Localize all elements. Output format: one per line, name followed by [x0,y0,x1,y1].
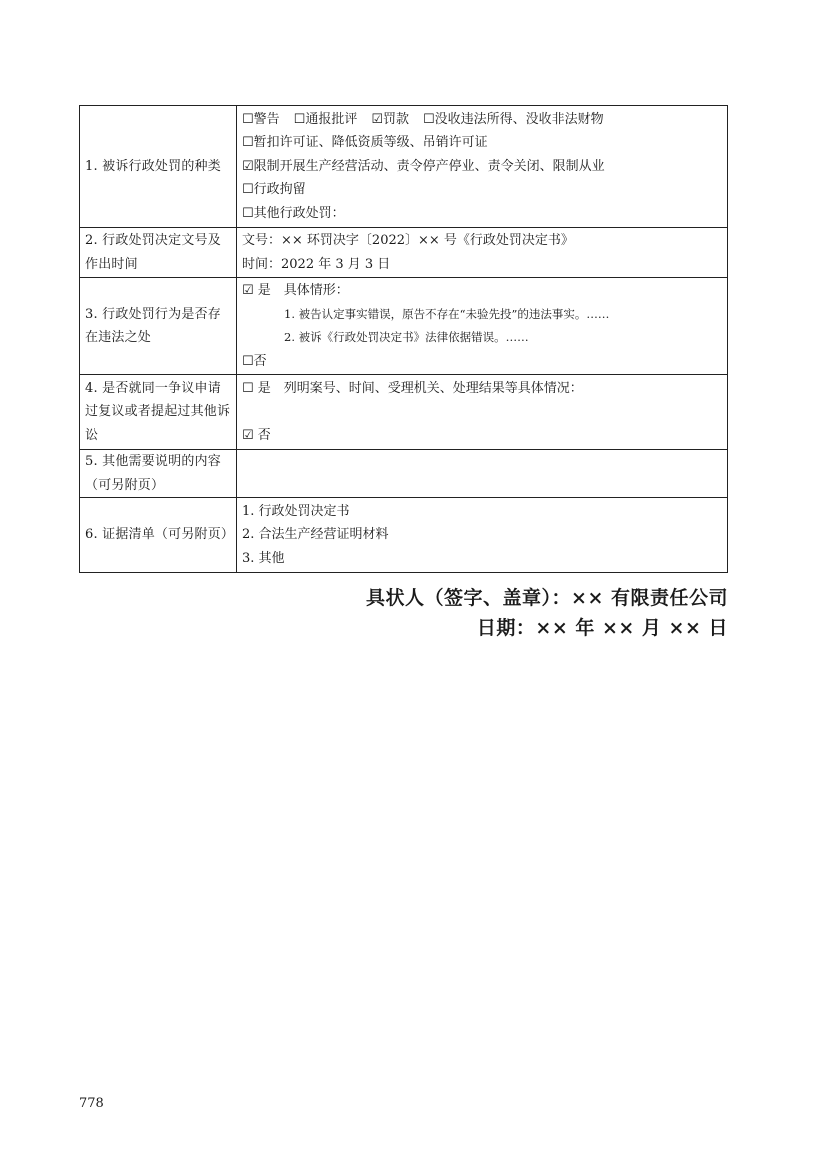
checked-checkbox-icon: ☑ [242,158,254,174]
evidence-item: 1. 行政处罚决定书 [242,503,350,519]
decision-number-label: 2. 行政处罚决定文号及作出时间 [80,228,237,278]
row-evidence-list [80,498,728,573]
option-fine [371,108,409,132]
evidence-item: 3. 其他 [242,550,285,566]
decision-date: 时间：2022 年 3 月 3 日 [242,256,391,272]
penalty-type-label: 1. 被诉行政处罚的种类 [80,106,237,228]
option-warning [242,108,280,132]
checkbox-icon: ☐ [242,182,254,198]
evidence-list-content [237,498,728,573]
checkbox-icon: ☐ [242,380,254,396]
illegality-no [242,350,722,374]
illegality-content [237,278,728,375]
complaint-form-table [79,105,728,573]
illegality-item-1: 1. 被告认定事实错误，原告不存在“未验先投”的违法事实。…… [284,306,610,321]
other-notes-content [237,450,728,498]
checkbox-icon: ☐ [293,111,306,127]
illegality-item-2: 2. 被诉《行政处罚决定书》法律依据错误。…… [284,330,529,344]
option-label: 没收违法所得、没收非法财物 [434,111,604,127]
decision-number-content [237,228,728,278]
option-license-suspension [242,131,722,155]
option-label: 警告 [253,111,280,127]
illegality-label: 3. 行政处罚行为是否存在违法之处 [80,278,237,375]
checkbox-icon: ☐ [242,135,254,151]
evidence-item: 2. 合法生产经营证明材料 [242,527,389,543]
checkbox-icon: ☐ [242,205,254,221]
evidence-list-label: 6. 证据清单（可另附页） [80,498,237,573]
option-confiscation [423,112,604,127]
signer-line: 具状人（签字、盖章）：×× 有限责任公司 [366,587,728,609]
prior-review-label: 4. 是否就同一争议申请过复议或者提起过其他诉讼 [80,375,237,450]
option-label: 否 [253,353,267,369]
other-notes-label: 5. 其他需要说明的内容（可另附页） [80,450,237,498]
row-prior-review [80,375,728,450]
checkbox-icon: ☐ [423,111,435,127]
checked-checkbox-icon: ☑ [371,111,383,127]
blank-line [242,400,722,424]
option-label: 通报批评 [305,111,358,127]
option-other [242,202,722,226]
option-label: 否 [257,427,271,443]
checked-checkbox-icon: ☑ [242,427,254,443]
prior-review-no [242,424,722,448]
option-label: 其他行政处罚： [253,205,345,221]
option-label: 行政拘留 [253,182,306,198]
option-detention [242,178,722,202]
option-production-restriction [242,155,722,179]
option-label: 是 具体情形： [257,283,349,298]
illegality-yes [242,279,722,303]
option-criticism [294,108,358,132]
row-illegality [80,278,728,375]
page-number: 778 [79,1096,104,1111]
prior-review-content [237,375,728,450]
penalty-type-options [237,106,728,228]
date-line: 日期：×× 年 ×× 月 ×× 日 [476,617,728,639]
checkbox-icon: ☐ [242,353,254,369]
row-decision-number [80,228,728,278]
checked-checkbox-icon: ☑ [242,283,254,298]
prior-review-yes [242,377,722,401]
checkbox-icon: ☐ [242,111,254,127]
option-label: 限制开展生产经营活动、责令停产停业、责令关闭、限制从业 [253,158,605,174]
option-label: 暂扣许可证、降低资质等级、吊销许可证 [253,135,488,151]
row-other-notes [80,450,728,498]
option-label: 罚款 [383,111,410,127]
row-penalty-type [80,106,728,228]
option-label: 是 列明案号、时间、受理机关、处理结果等具体情况： [257,380,583,396]
decision-number: 文号：×× 环罚决字〔2022〕×× 号《行政处罚决定书》 [242,233,574,248]
